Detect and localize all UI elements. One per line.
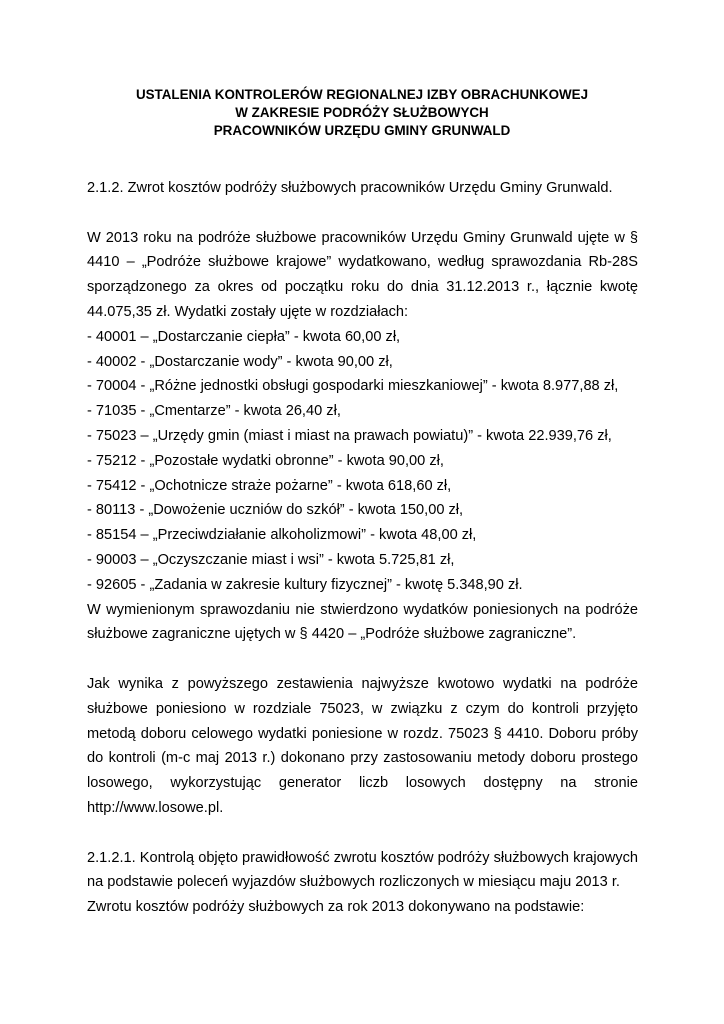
spacer [87,201,638,226]
chapter-item: - 75212 - „Pozostałe wydatki obronne” - kwota 90,00 zł, [87,452,444,469]
chapter-item: - 85154 – „Przeciwdziałanie alkoholizmowi” - kwota 48,00 zł, [87,527,477,544]
spacer [87,821,638,846]
title-line-2: W ZAKRESIE PODRÓŻY SŁUŻBOWYCH [235,105,489,120]
sampling-url: http://www.losowe.pl. [87,799,224,816]
sampling-line-5: losowego, wykorzystując generator liczb losowych dostępny na stronie [87,775,638,792]
chapter-item: - 75412 - „Ochotnicze straże pożarne” - kwota 618,60 zł, [87,477,452,494]
document-body [87,176,638,920]
intro-line-1: W 2013 roku na podróże służbowe pracowników Urzędu Gminy Grunwald ujęte w § [87,229,638,246]
chapter-item: - 75023 – „Urzędy gmin (miast i miast na prawach powiatu)” - kwota 22.939,76 zł, [87,427,612,444]
intro-line-2: 4410 – „Podróże służbowe krajowe” wydatkowano, według sprawozdania Rb-28S [87,254,638,271]
foreign-line-2: służbowe zagraniczne ujętych w § 4420 – „Podróże służbowe zagraniczne”. [87,626,577,643]
section-heading: 2.1.2. Zwrot kosztów podróży służbowych pracowników Urzędu Gminy Grunwald. [87,180,613,196]
chapter-item: - 40001 – „Dostarczanie ciepła” - kwota 60,00 zł, [87,328,401,345]
chapter-item: - 40002 - „Dostarczanie wody” - kwota 90,00 zł, [87,353,393,370]
document-title [0,86,724,140]
intro-line-4: 44.075,35 zł. Wydatki zostały ujęte w rozdziałach: [87,303,409,320]
control-line-2: na podstawie poleceń wyjazdów służbowych rozliczonych w miesiącu maju 2013 r. [87,874,620,891]
sampling-line-3: metodą doboru celowego wydatki poniesione w rozdz. 75023 § 4410. Doboru próby [87,725,638,742]
title-line-3: PRACOWNIKÓW URZĘDU GMINY GRUNWALD [213,123,511,138]
sampling-line-2: służbowe poniesiono w rozdziale 75023, w związku z czym do kontroli przyjęto [87,700,638,717]
control-line-3: Zwrotu kosztów podróży służbowych za rok 2013 dokonywano na podstawie: [87,899,585,916]
sampling-line-1: Jak wynika z powyższego zestawienia najwyższe kwotowo wydatki na podróże [87,675,638,692]
spacer [87,647,638,672]
chapter-item: - 71035 - „Cmentarze” - kwota 26,40 zł, [87,403,341,420]
intro-line-3: sporządzonego za okres od początku roku do dnia 31.12.2013 r., łącznie kwotę [87,279,638,296]
title-line-1: USTALENIA KONTROLERÓW REGIONALNEJ IZBY OBRACHUNKOWEJ [135,87,589,102]
chapter-item: - 70004 - „Różne jednostki obsługi gospodarki mieszkaniowej” - kwota 8.977,88 zł, [87,378,619,395]
control-line-1: 2.1.2.1. Kontrolą objęto prawidłowość zwrotu kosztów podróży służbowych krajowych [87,849,638,866]
chapter-item: - 92605 - „Zadania w zakresie kultury fizycznej” - kwotę 5.348,90 zł. [87,576,523,593]
sampling-line-4: do kontroli (m-c maj 2013 r.) dokonano przy zastosowaniu metody doboru prostego [87,750,638,767]
chapter-item: - 90003 – „Oczyszczanie miast i wsi” - kwota 5.725,81 zł, [87,551,455,568]
foreign-line-1: W wymienionym sprawozdaniu nie stwierdzono wydatków poniesionych na podróże [87,601,638,618]
chapter-item: - 80113 - „Dowożenie uczniów do szkół” - kwota 150,00 zł, [87,502,464,519]
